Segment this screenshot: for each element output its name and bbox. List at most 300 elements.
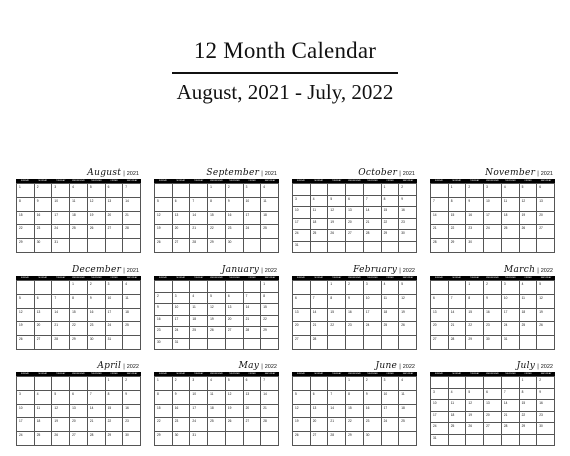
- day-number: 15: [263, 305, 267, 309]
- day-cell: [244, 225, 262, 239]
- day-number: 22: [383, 219, 388, 224]
- day-cell: [173, 198, 191, 212]
- day-number: 17: [295, 219, 299, 224]
- day-cell: [261, 281, 279, 293]
- weekday-label: TUESDAY: [55, 180, 66, 182]
- day-cell: [502, 336, 520, 350]
- day-number: 28: [365, 231, 370, 235]
- day-cell: [466, 198, 484, 212]
- day-cell: [293, 230, 311, 242]
- day-cell: [244, 405, 262, 419]
- weekday-label: TUESDAY: [55, 373, 66, 375]
- day-number: 4: [263, 185, 266, 189]
- weekday-label: SATURDAY: [264, 277, 276, 279]
- day-number: 31: [295, 242, 299, 247]
- day-cell: [520, 198, 538, 212]
- day-cell: [155, 377, 173, 391]
- day-number: 20: [227, 316, 232, 321]
- day-cell: [106, 225, 124, 239]
- day-cell: [52, 432, 70, 446]
- day-cell: [431, 412, 449, 424]
- day-number: 29: [263, 328, 267, 332]
- day-number: 14: [433, 212, 437, 217]
- month-year-separator: |: [123, 171, 125, 177]
- day-number: 5: [54, 391, 57, 396]
- day-number: 18: [36, 419, 41, 424]
- day-number: 16: [486, 309, 490, 314]
- day-number: 29: [383, 231, 388, 235]
- weekday-label: SUNDAY: [434, 180, 444, 182]
- day-number: 8: [383, 196, 386, 201]
- day-number: 17: [433, 412, 437, 417]
- day-cell: [293, 281, 311, 295]
- day-cell: [88, 184, 106, 198]
- day-number: 17: [245, 212, 250, 217]
- day-cell: [35, 418, 53, 432]
- day-number: 26: [227, 419, 232, 424]
- weekday-label: SUNDAY: [434, 373, 444, 375]
- day-number: 10: [295, 208, 299, 212]
- day-cell: [449, 322, 467, 336]
- weekday-label: FRIDAY: [110, 180, 118, 182]
- day-number: 31: [54, 240, 58, 245]
- day-number: 17: [107, 309, 112, 314]
- day-number: 19: [210, 316, 214, 321]
- day-cell: [502, 225, 520, 239]
- day-number: 1: [450, 185, 453, 189]
- day-cell: [449, 412, 467, 424]
- day-number: 28: [263, 419, 267, 424]
- day-cell: [346, 196, 364, 208]
- month-year: 2022: [264, 364, 277, 370]
- day-number: 10: [174, 305, 179, 309]
- day-cell: [431, 198, 449, 212]
- day-cell: [382, 377, 400, 391]
- day-cell: [364, 391, 382, 405]
- day-cell: [293, 322, 311, 336]
- day-number: 24: [174, 328, 179, 332]
- day-cell: [88, 225, 106, 239]
- month-header: [485, 165, 553, 178]
- day-number: 18: [263, 212, 267, 217]
- weekday-label: WEDNESDAY: [348, 277, 361, 279]
- day-cell: [88, 239, 106, 253]
- day-number: 5: [19, 295, 21, 300]
- day-number: 17: [365, 309, 370, 314]
- day-cell: [399, 219, 417, 231]
- day-cell: [502, 309, 520, 323]
- weekday-label: SUNDAY: [20, 373, 30, 375]
- day-number: 6: [174, 198, 177, 203]
- day-cell: [52, 322, 70, 336]
- day-cell: [382, 207, 400, 219]
- day-cell: [70, 405, 88, 419]
- day-cell: [431, 389, 449, 401]
- day-number: 25: [503, 226, 508, 231]
- day-cell: [382, 242, 400, 254]
- month-header: [222, 262, 277, 275]
- day-cell: [190, 304, 208, 316]
- day-cell: [484, 212, 502, 226]
- day-cell: [346, 230, 364, 242]
- day-cell: [537, 212, 555, 226]
- day-cell: [484, 239, 502, 253]
- day-cell: [208, 391, 226, 405]
- day-cell: [244, 316, 262, 328]
- day-cell: [484, 225, 502, 239]
- day-cell: [346, 377, 364, 391]
- day-number: 11: [383, 295, 387, 300]
- day-cell: [502, 239, 520, 253]
- day-cell: [88, 212, 106, 226]
- day-number: 20: [486, 412, 490, 417]
- day-grid: [154, 376, 279, 446]
- day-cell: [328, 230, 346, 242]
- day-cell: [208, 225, 226, 239]
- day-number: 3: [503, 282, 506, 286]
- day-number: 5: [401, 282, 404, 286]
- day-number: 29: [450, 240, 455, 245]
- day-number: 18: [125, 309, 129, 314]
- day-number: 12: [330, 208, 334, 212]
- weekday-label: TUESDAY: [469, 180, 480, 182]
- day-cell: [244, 327, 262, 339]
- weekday-label: WEDNESDAY: [486, 180, 499, 182]
- day-number: 9: [468, 198, 471, 203]
- day-number: 2: [401, 185, 404, 189]
- day-cell: [106, 239, 124, 253]
- day-number: 13: [227, 305, 232, 309]
- weekday-label: SUNDAY: [434, 277, 444, 279]
- day-cell: [261, 339, 279, 351]
- day-cell: [88, 432, 106, 446]
- day-cell: [35, 432, 53, 446]
- day-cell: [123, 281, 141, 295]
- day-cell: [123, 184, 141, 198]
- day-number: 4: [192, 293, 195, 298]
- day-cell: [346, 281, 364, 295]
- weekday-label: MONDAY: [452, 180, 462, 182]
- day-cell: [328, 377, 346, 391]
- day-number: 1: [263, 282, 266, 286]
- day-cell: [52, 295, 70, 309]
- day-number: 6: [433, 295, 435, 300]
- day-number: 10: [383, 391, 388, 396]
- day-cell: [449, 225, 467, 239]
- day-number: 23: [348, 323, 352, 328]
- day-cell: [106, 198, 124, 212]
- day-cell: [173, 377, 191, 391]
- day-cell: [520, 225, 538, 239]
- day-cell: [155, 405, 173, 419]
- day-number: 8: [210, 198, 212, 203]
- day-cell: [226, 281, 244, 293]
- day-cell: [261, 391, 279, 405]
- day-number: 31: [433, 435, 437, 440]
- day-cell: [293, 336, 311, 350]
- day-cell: [346, 432, 364, 446]
- day-number: 16: [539, 401, 543, 405]
- day-cell: [311, 281, 329, 295]
- day-number: 4: [36, 391, 39, 396]
- day-cell: [311, 418, 329, 432]
- day-cell: [226, 316, 244, 328]
- day-cell: [244, 304, 262, 316]
- day-number: 23: [486, 323, 490, 328]
- day-cell: [17, 405, 35, 419]
- day-cell: [155, 198, 173, 212]
- day-cell: [382, 432, 400, 446]
- day-cell: [190, 184, 208, 198]
- day-number: 1: [107, 378, 110, 382]
- month-calendar-march: [430, 264, 555, 350]
- day-cell: [35, 377, 53, 391]
- day-number: 16: [174, 405, 179, 410]
- day-cell: [70, 281, 88, 295]
- day-cell: [261, 405, 279, 419]
- day-cell: [35, 212, 53, 226]
- day-cell: [466, 295, 484, 309]
- day-number: 20: [312, 419, 317, 424]
- day-cell: [431, 295, 449, 309]
- day-cell: [106, 336, 124, 350]
- day-cell: [431, 281, 449, 295]
- day-number: 1: [348, 378, 350, 382]
- day-number: 2: [365, 378, 368, 382]
- day-cell: [155, 304, 173, 316]
- day-number: 25: [125, 323, 129, 328]
- day-number: 8: [450, 198, 453, 203]
- day-cell: [261, 239, 279, 253]
- day-cell: [484, 400, 502, 412]
- day-number: 11: [450, 401, 455, 405]
- day-number: 11: [263, 198, 267, 203]
- day-cell: [261, 304, 279, 316]
- day-cell: [346, 309, 364, 323]
- day-grid: [292, 376, 417, 446]
- day-number: 12: [89, 198, 94, 203]
- day-number: 12: [401, 295, 405, 300]
- day-number: 15: [330, 309, 334, 314]
- day-number: 20: [433, 323, 437, 328]
- day-number: 3: [365, 282, 368, 286]
- day-number: 4: [210, 378, 212, 382]
- day-cell: [17, 391, 35, 405]
- day-cell: [328, 219, 346, 231]
- day-number: 26: [210, 328, 214, 332]
- month-calendar-november: [430, 167, 555, 253]
- day-number: 4: [503, 185, 506, 189]
- day-cell: [123, 322, 141, 336]
- day-cell: [35, 322, 53, 336]
- day-number: 3: [486, 185, 488, 189]
- day-cell: [190, 432, 208, 446]
- day-cell: [399, 418, 417, 432]
- day-number: 23: [401, 219, 405, 224]
- day-cell: [520, 412, 538, 424]
- day-number: 5: [521, 185, 524, 189]
- weekday-label: THURSDAY: [366, 277, 378, 279]
- day-cell: [364, 418, 382, 432]
- day-cell: [123, 336, 141, 350]
- day-cell: [88, 198, 106, 212]
- day-number: 11: [401, 391, 405, 396]
- day-cell: [190, 377, 208, 391]
- weekday-label: THURSDAY: [504, 277, 516, 279]
- day-number: 27: [295, 337, 299, 342]
- day-cell: [484, 198, 502, 212]
- day-number: 23: [157, 328, 161, 332]
- day-cell: [537, 239, 555, 253]
- weekday-label: SUNDAY: [296, 180, 306, 182]
- day-cell: [52, 184, 70, 198]
- day-number: 2: [486, 282, 488, 286]
- weekday-label: FRIDAY: [248, 277, 256, 279]
- day-cell: [226, 405, 244, 419]
- month-calendar-april: [16, 360, 141, 446]
- day-number: 18: [383, 309, 388, 314]
- day-cell: [311, 242, 329, 254]
- day-cell: [52, 336, 70, 350]
- day-number: 27: [312, 433, 317, 438]
- day-number: 8: [330, 295, 333, 300]
- day-cell: [466, 377, 484, 389]
- day-cell: [364, 336, 382, 350]
- day-cell: [449, 423, 467, 435]
- day-cell: [328, 281, 346, 295]
- day-cell: [449, 212, 467, 226]
- day-cell: [399, 377, 417, 391]
- day-cell: [52, 198, 70, 212]
- day-cell: [449, 281, 467, 295]
- day-cell: [364, 405, 382, 419]
- day-number: 5: [468, 389, 471, 394]
- day-cell: [484, 281, 502, 295]
- weekday-label: SATURDAY: [402, 180, 414, 182]
- day-number: 29: [157, 433, 161, 438]
- day-cell: [88, 281, 106, 295]
- day-number: 5: [330, 196, 333, 201]
- weekday-label: SUNDAY: [158, 373, 168, 375]
- month-header: [239, 358, 277, 371]
- month-calendar-december: [16, 264, 141, 350]
- day-cell: [226, 198, 244, 212]
- day-number: 23: [36, 226, 41, 231]
- day-cell: [173, 418, 191, 432]
- day-cell: [520, 295, 538, 309]
- weekday-label: THURSDAY: [90, 180, 102, 182]
- day-cell: [226, 212, 244, 226]
- day-cell: [226, 432, 244, 446]
- month-year: 2022: [540, 268, 553, 274]
- day-number: 16: [227, 212, 232, 217]
- day-cell: [484, 336, 502, 350]
- day-cell: [244, 212, 262, 226]
- day-number: 22: [263, 316, 267, 321]
- day-cell: [190, 212, 208, 226]
- day-cell: [431, 400, 449, 412]
- day-cell: [70, 322, 88, 336]
- day-cell: [431, 336, 449, 350]
- day-cell: [190, 225, 208, 239]
- day-number: 24: [503, 323, 508, 328]
- weekday-label: MONDAY: [452, 373, 462, 375]
- day-number: 20: [174, 226, 179, 231]
- day-cell: [70, 377, 88, 391]
- day-number: 31: [174, 339, 179, 344]
- day-number: 28: [503, 424, 508, 428]
- day-number: 2: [125, 378, 128, 382]
- day-cell: [208, 432, 226, 446]
- day-number: 13: [433, 309, 437, 314]
- day-cell: [520, 423, 538, 435]
- day-cell: [173, 327, 191, 339]
- day-cell: [106, 212, 124, 226]
- day-number: 18: [450, 412, 455, 417]
- day-number: 18: [210, 405, 214, 410]
- day-cell: [70, 418, 88, 432]
- day-number: 14: [245, 305, 250, 309]
- day-cell: [106, 432, 124, 446]
- day-number: 21: [450, 323, 455, 328]
- day-number: 24: [295, 231, 299, 235]
- weekday-label: TUESDAY: [469, 373, 480, 375]
- day-number: 2: [174, 378, 177, 382]
- page-title: 12 Month Calendar: [193, 38, 377, 63]
- day-cell: [431, 184, 449, 198]
- day-number: 31: [107, 337, 112, 342]
- day-cell: [70, 309, 88, 323]
- day-cell: [484, 412, 502, 424]
- day-cell: [466, 212, 484, 226]
- day-number: 12: [210, 305, 214, 309]
- day-number: 12: [539, 295, 543, 300]
- day-number: 18: [521, 309, 526, 314]
- day-number: 7: [450, 295, 453, 300]
- day-cell: [88, 377, 106, 391]
- day-cell: [484, 322, 502, 336]
- day-number: 4: [125, 282, 128, 286]
- day-cell: [466, 389, 484, 401]
- day-cell: [155, 339, 173, 351]
- weekday-label: WEDNESDAY: [72, 373, 85, 375]
- day-number: 14: [192, 212, 196, 217]
- day-cell: [35, 309, 53, 323]
- day-cell: [173, 184, 191, 198]
- day-cell: [537, 412, 555, 424]
- day-number: 22: [19, 226, 23, 231]
- day-number: 13: [348, 208, 352, 212]
- day-number: 6: [312, 391, 315, 396]
- day-cell: [328, 405, 346, 419]
- day-cell: [155, 212, 173, 226]
- day-cell: [123, 418, 141, 432]
- day-cell: [190, 418, 208, 432]
- day-cell: [173, 432, 191, 446]
- day-cell: [261, 293, 279, 305]
- day-number: 1: [157, 378, 159, 382]
- day-cell: [399, 242, 417, 254]
- month-calendar-january: [154, 264, 279, 350]
- weekday-label: MONDAY: [314, 373, 324, 375]
- day-number: 11: [210, 391, 214, 396]
- day-cell: [17, 322, 35, 336]
- day-cell: [208, 239, 226, 253]
- day-cell: [52, 281, 70, 295]
- day-cell: [208, 184, 226, 198]
- day-cell: [106, 391, 124, 405]
- day-cell: [173, 293, 191, 305]
